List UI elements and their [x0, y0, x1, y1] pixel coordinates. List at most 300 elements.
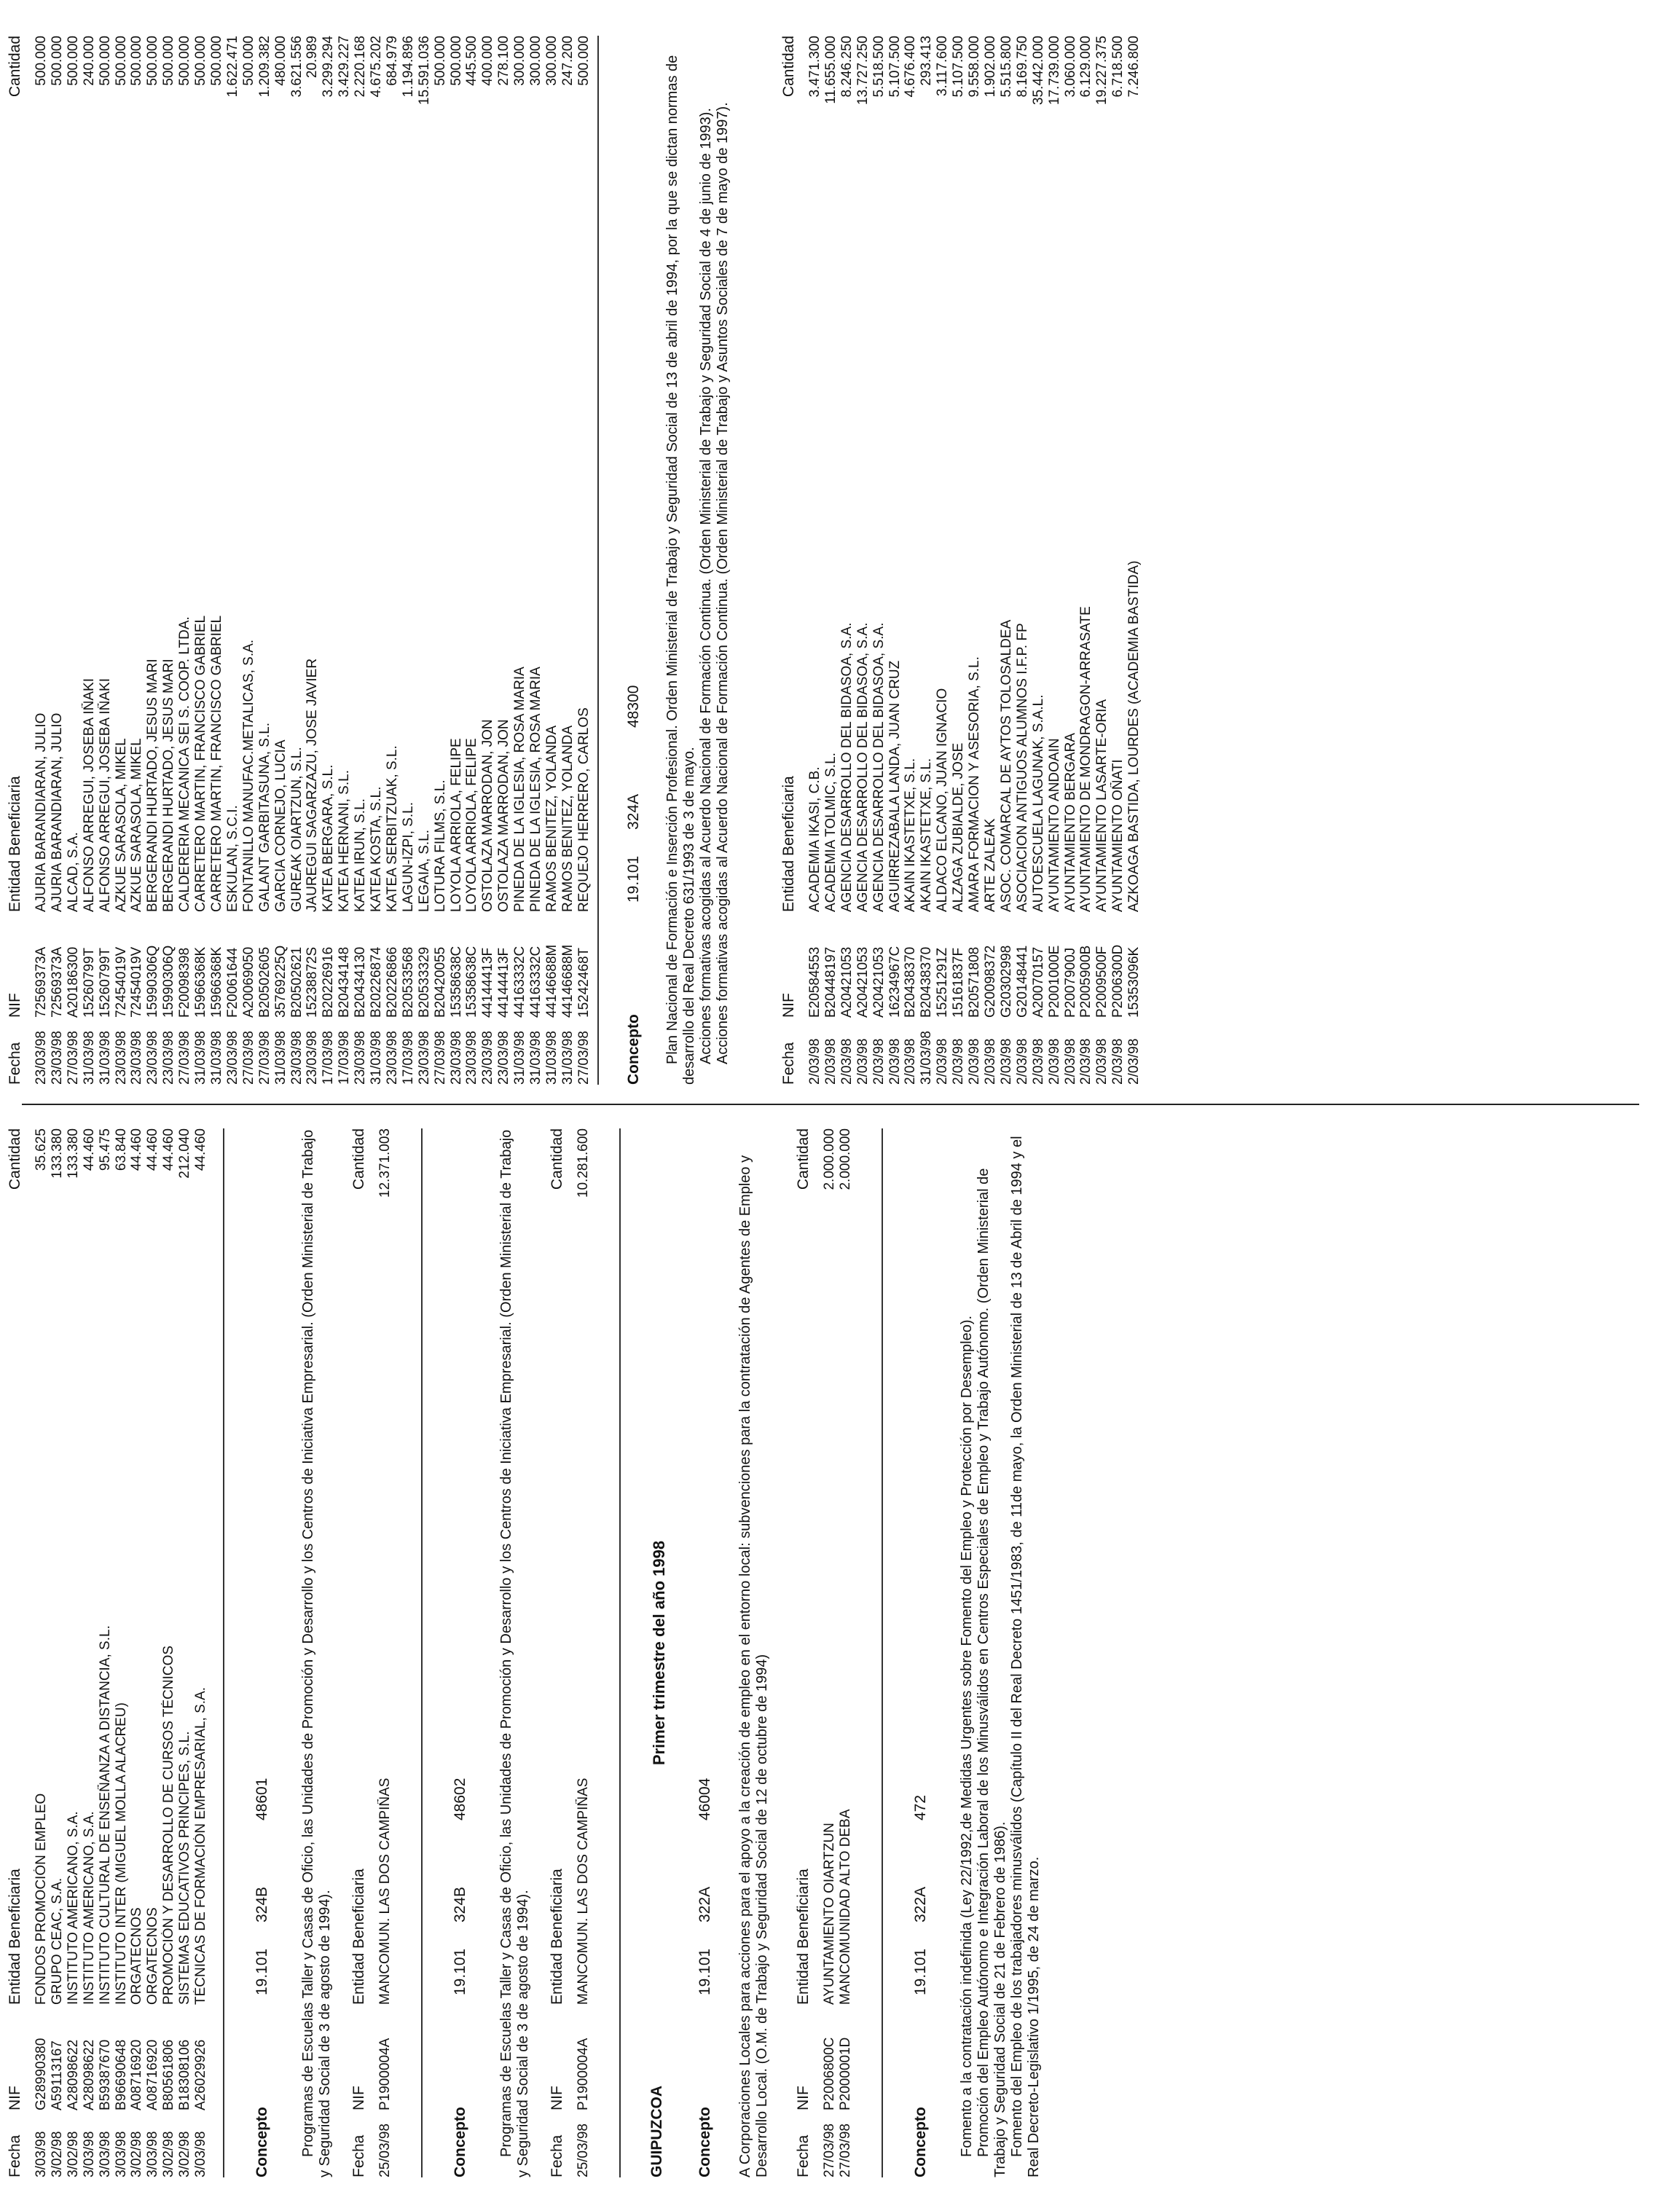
concept-label: Concepto: [912, 2107, 929, 2177]
date-cell: 23/03/98: [384, 1031, 400, 1085]
amount-cell: 2.000.000: [822, 1128, 837, 1190]
amount-cell: 500.000: [34, 36, 49, 86]
table-row: [193, 36, 209, 1085]
table-row: [241, 36, 257, 1085]
date-cell: 27/03/98: [240, 1031, 256, 1085]
date-cell: 27/03/98: [177, 1031, 193, 1085]
date-cell: 17/03/98: [400, 1031, 416, 1085]
table-row: [145, 36, 161, 1085]
nif-cell: 15251291Z: [935, 947, 951, 1018]
amount-cell: 247.200: [560, 36, 576, 86]
entity-cell: ORGATECNOS: [145, 1907, 161, 2005]
amount-cell: 500.000: [240, 36, 256, 86]
header-date: Fecha: [350, 2134, 367, 2177]
nif-cell: B59387670: [97, 2039, 113, 2110]
nif-cell: A20069050: [240, 946, 256, 1018]
concept-label: Concepto: [452, 2107, 468, 2177]
entity-cell: PINEDA DE LA IGLESIA, ROSA MARIA: [512, 667, 528, 912]
concept-code: 48601: [254, 1777, 270, 1820]
amount-cell: 44.460: [145, 1128, 161, 1171]
date-cell: 23/03/98: [305, 1031, 321, 1085]
nif-cell: P2006300D: [1110, 944, 1126, 1018]
table-row: [114, 36, 130, 1085]
amount-cell: 4.676.400: [903, 36, 919, 98]
amount-cell: 35.625: [34, 1128, 49, 1171]
amount-cell: 500.000: [448, 36, 464, 86]
table-row: [1094, 36, 1110, 1085]
date-cell: 3/03/98: [97, 2131, 113, 2177]
entity-cell: ALCAD, S.A.: [65, 832, 81, 912]
nif-cell: B96690648: [113, 2039, 129, 2110]
nif-cell: B20226866: [384, 946, 400, 1018]
table-row: [1063, 36, 1079, 1085]
amount-cell: 500.000: [193, 36, 209, 86]
concept-code: 46004: [696, 1777, 713, 1820]
table-row: [305, 36, 321, 1085]
entity-cell: ACADEMIA IKASI, C.B.: [807, 766, 823, 912]
nif-cell: P2000001D: [837, 2037, 853, 2110]
date-cell: 27/03/98: [576, 1031, 592, 1085]
table-row: [838, 1128, 854, 2177]
table-row: [177, 36, 193, 1085]
nif-cell: 72454019V: [113, 946, 129, 1018]
concept-description: Fomento a la contratación indefinida (Ley 22/1992,de Medidas Urgentes sobre Fomento del Empleo y Protección por Desempleo). Promoción del Empleo Autónomo e Integración Laboral de los Minusválidos en Centros Especiales de Empleo y Trabajo Autónomo. (Orden Ministerial de Trabajo y Seguridad Social de 21 de Febrero de 1986). Fomento del Empleo de los trabajadores minusválidos (Capítulo II del Real Decreto 1451/1983, de 11de mayo, la Orden Ministerial de 13 de Abril de 1994 y el Real Decreto-Legislativo 1/1995, de 24 de marzo.: [959, 1136, 1042, 2177]
entity-cell: REQUEJO HERRERO, CARLOS: [576, 707, 592, 912]
date-cell: 27/03/98: [65, 1031, 81, 1085]
table-row: [161, 1128, 177, 2177]
nif-cell: A20070157: [1030, 946, 1046, 1018]
concept-description: Programas de Escuelas Taller y Casas de Oficio, las Unidades de Promoción y Desarrollo y los Centros de Iniciativa Empresarial. (Orden Ministerial de Trabajo y Seguridad Social de 3 de agosto de 1994).: [300, 1129, 333, 2177]
table-row: [369, 36, 385, 1085]
amount-cell: 10.281.600: [576, 1128, 591, 1198]
amount-cell: 1.194.896: [400, 36, 416, 98]
concept-code: 48602: [452, 1777, 468, 1820]
entity-cell: LOYOLA ARRIOLA, FELIPE: [448, 738, 464, 912]
entity-cell: BERGERANDI HURTADO, JESUS MARI: [145, 659, 161, 912]
nif-cell: 15990306Q: [145, 945, 161, 1018]
entity-cell: AUTOESCUELA LAGUNAK, S.A.L.: [1030, 694, 1046, 912]
amount-cell: 2.220.168: [353, 36, 369, 98]
header-entity: Entidad Beneficiaria: [549, 1869, 565, 2005]
amount-cell: 12.371.003: [377, 1128, 393, 1198]
date-cell: 31/03/98: [81, 1031, 97, 1085]
nif-cell: B20533568: [400, 946, 416, 1018]
amount-cell: 5.515.800: [998, 36, 1014, 98]
amount-cell: 500.000: [161, 36, 177, 86]
table-row: [1015, 36, 1031, 1085]
table-row: [967, 36, 983, 1085]
date-cell: 2/03/98: [887, 1038, 903, 1085]
concept-description: Plan Nacional de Formación e Inserción Profesional. Orden Ministerial de Trabajo y Seguridad Social de 13 de abril de 1994, por la que se dictan normas de desarrollo del Real Decreto 631/1993 de 3 de mayo. Acciones formativas acogidas al Acuerdo Nacional de Formación Continua. (Orden Ministerial de Trabajo y Seguridad Social de 4 de junio de 1993). Acciones formativas acogidas al Acuerdo Nacional de Formación Continua. (Orden Ministerial de Trabajo y Asuntos Sociales de 7 de mayo de 1997).: [664, 55, 731, 1085]
entity-cell: ARTE ZALEAK: [982, 818, 998, 912]
header-entity: Entidad Beneficiaria: [780, 776, 797, 912]
entity-cell: ORGATECNOS: [129, 1907, 145, 2005]
nif-cell: B20438370: [919, 946, 935, 1018]
date-cell: 31/03/98: [512, 1031, 528, 1085]
amount-cell: 3.429.227: [337, 36, 353, 98]
header-nif: NIF: [7, 2086, 23, 2110]
amount-cell: 5.107.500: [887, 36, 903, 98]
nif-cell: 44163332C: [512, 946, 528, 1018]
entity-cell: INSTITUTO CULTURAL DE ENSEÑANZA A DISTANCIA, S.L.: [97, 1625, 113, 2005]
table-row: [321, 36, 337, 1085]
beneficiary-table: [6, 1128, 209, 2177]
nif-cell: G28990380: [34, 2038, 49, 2110]
section-rule: [421, 1128, 423, 2177]
entity-cell: CALDERERIA MECANICA SEI S. COOP. LTDA.: [177, 616, 193, 912]
concept-section: 19.101: [696, 1948, 713, 1995]
table-row: [1078, 36, 1094, 1085]
entity-cell: BERGERANDI HURTADO, JESUS MARI: [161, 659, 177, 912]
section-rule: [223, 1128, 224, 2177]
beneficiary-table: [548, 1128, 592, 2177]
date-cell: 3/02/98: [161, 2131, 177, 2177]
table-row: [114, 1128, 130, 2177]
table-row: [433, 36, 449, 1085]
table-row: [82, 36, 98, 1085]
amount-cell: 63.840: [113, 1128, 129, 1171]
amount-cell: 684.979: [384, 36, 400, 86]
amount-cell: 44.460: [161, 1128, 177, 1171]
date-cell: 3/02/98: [129, 2131, 145, 2177]
amount-cell: 3.471.300: [807, 36, 823, 98]
table-row: [823, 36, 839, 1085]
table-row: [145, 1128, 161, 2177]
nif-cell: A20186300: [65, 946, 81, 1018]
amount-cell: 8.246.250: [839, 36, 855, 98]
entity-cell: FONDOS PROMOCIÓN EMPLEO: [34, 1793, 49, 2005]
entity-cell: AYUNTAMIENTO LASARTE-ORIA: [1094, 699, 1110, 912]
nif-cell: G20098372: [982, 945, 998, 1018]
concept-section: 19.101: [254, 1948, 270, 1995]
date-cell: 2/03/98: [839, 1038, 855, 1085]
concept-code: 472: [912, 1794, 929, 1820]
date-cell: 2/03/98: [951, 1038, 967, 1085]
concept-program: 324B: [452, 1886, 468, 1922]
table-row: [82, 1128, 98, 2177]
date-cell: 2/03/98: [807, 1038, 823, 1085]
nif-cell: 72569373A: [34, 946, 49, 1018]
beneficiary-table: [350, 1128, 393, 2177]
date-cell: 23/03/98: [145, 1031, 161, 1085]
nif-cell: 16234967C: [887, 946, 903, 1018]
amount-cell: 13.727.250: [855, 36, 871, 106]
amount-cell: 300.000: [528, 36, 544, 86]
table-row: [353, 36, 369, 1085]
concept-line: [254, 1128, 275, 2177]
amount-cell: 8.169.750: [1014, 36, 1030, 98]
table-row: [839, 36, 855, 1085]
table-row: [935, 36, 951, 1085]
amount-cell: 19.227.375: [1094, 36, 1110, 106]
table-row: [983, 36, 999, 1085]
header-amount: Cantidad: [7, 36, 23, 98]
nif-cell: B20434130: [353, 946, 369, 1018]
date-cell: 23/03/98: [224, 1031, 240, 1085]
date-cell: 23/03/98: [353, 1031, 369, 1085]
date-cell: 23/03/98: [113, 1031, 129, 1085]
concept-program: 322A: [912, 1886, 929, 1922]
concept-label: Concepto: [696, 2107, 713, 2177]
table-row: [417, 36, 433, 1085]
concept-program: 324A: [625, 793, 642, 830]
date-cell: 2/03/98: [903, 1038, 919, 1085]
amount-cell: 3.621.556: [288, 36, 305, 98]
header-date: Fecha: [795, 2134, 812, 2177]
entity-cell: AJURIA BARANDIARAN, JULIO: [34, 712, 49, 912]
date-cell: 2/03/98: [823, 1038, 839, 1085]
date-cell: 23/03/98: [480, 1031, 496, 1085]
concept-program: 324B: [254, 1886, 270, 1922]
date-cell: 17/03/98: [321, 1031, 337, 1085]
amount-cell: 500.000: [65, 36, 81, 86]
entity-cell: OSTOLAZA MARRODAN, JON: [480, 719, 496, 912]
concept-section: 19.101: [912, 1948, 929, 1995]
amount-cell: 212.040: [177, 1128, 193, 1179]
date-cell: 23/03/98: [49, 1031, 65, 1085]
entity-cell: ALFONSO ARREGUI, JOSEBA IÑAKI: [81, 678, 97, 912]
entity-cell: AYUNTAMIENTO OIARTZUN: [822, 1823, 837, 2005]
table-row: [193, 1128, 209, 2177]
entity-cell: KATEA IRUN, S.L.: [353, 798, 369, 912]
date-cell: 3/03/98: [34, 2131, 49, 2177]
concept-section: 19.101: [625, 855, 642, 903]
concept-line: [696, 1128, 718, 2177]
nif-cell: G20148441: [1014, 945, 1030, 1018]
date-cell: 31/03/98: [272, 1031, 288, 1085]
entity-cell: KATEA KOSTA, S.L.: [369, 786, 385, 912]
amount-cell: 293.413: [919, 36, 935, 86]
table-row: [337, 36, 353, 1085]
amount-cell: 9.558.000: [967, 36, 983, 98]
header-amount: Cantidad: [795, 1128, 812, 1190]
date-cell: 23/03/98: [416, 1031, 432, 1085]
date-cell: 2/03/98: [1062, 1038, 1078, 1085]
table-row: [50, 1128, 66, 2177]
date-cell: 2/03/98: [1094, 1038, 1110, 1085]
nif-cell: 44146688M: [544, 944, 560, 1018]
entity-cell: AKAIN IKASTETXE, S.L.: [903, 758, 919, 912]
table-row: [98, 36, 114, 1085]
amount-cell: 5.107.500: [951, 36, 967, 98]
nif-cell: A28098622: [81, 2039, 97, 2110]
entity-cell: KATEA BERGARA, S.L.: [321, 764, 337, 912]
quarter-heading: Primer trimestre del año 1998: [650, 1540, 668, 1766]
header-amount: Cantidad: [350, 1128, 367, 1190]
date-cell: 23/03/98: [448, 1031, 464, 1085]
nif-cell: 15260799T: [81, 947, 97, 1018]
entity-cell: LOTURA FILMS, S.L.: [432, 779, 448, 912]
amount-cell: 500.000: [208, 36, 224, 86]
entity-cell: GRUPO CEAC, S.A.: [49, 1877, 65, 2005]
header-date: Fecha: [549, 2134, 565, 2177]
date-cell: 23/03/98: [288, 1031, 305, 1085]
nif-cell: A28098622: [65, 2039, 81, 2110]
table-row: [1110, 36, 1126, 1085]
column-divider: [22, 1104, 1639, 1105]
entity-cell: RAMOS BENITEZ, YOLANDA: [560, 725, 576, 912]
header-date: Fecha: [780, 1042, 797, 1085]
entity-cell: AGENCIA DESARROLLO DEL BIDASOA, S.A.: [855, 622, 871, 912]
header-nif: NIF: [549, 2086, 565, 2110]
nif-cell: 44144413F: [480, 947, 496, 1018]
table-row: [855, 36, 871, 1085]
amount-cell: 1.902.000: [982, 36, 998, 98]
header-entity: Entidad Beneficiaria: [7, 1869, 23, 2005]
table-row: [544, 36, 560, 1085]
header-nif: NIF: [795, 2086, 812, 2110]
nif-cell: 35769225Q: [272, 945, 288, 1018]
date-cell: 23/03/98: [464, 1031, 480, 1085]
entity-cell: KATEA HERNANI, S.L.: [337, 770, 353, 912]
table-row: [34, 1128, 50, 2177]
amount-cell: 445.500: [464, 36, 480, 86]
table-row: [98, 1128, 114, 2177]
entity-cell: AYUNTAMIENTO ANDOAIN: [1046, 738, 1062, 912]
nif-cell: P1900004A: [576, 2038, 591, 2110]
table-row: [887, 36, 903, 1085]
amount-cell: 5.518.500: [871, 36, 887, 98]
entity-cell: ACADEMIA TOLMIC, S.L.: [823, 753, 839, 912]
nif-cell: B20571808: [967, 946, 983, 1018]
nif-cell: 72569373A: [49, 946, 65, 1018]
nif-cell: B20420055: [432, 946, 448, 1018]
nif-cell: B20226916: [321, 946, 337, 1018]
entity-cell: GARCIA CORNEJO, LUCIA: [272, 739, 288, 912]
amount-cell: 15.591.036: [416, 36, 432, 106]
table-row: [377, 1128, 393, 2177]
amount-cell: 500.000: [145, 36, 161, 86]
nif-cell: F20098398: [177, 947, 193, 1018]
nif-cell: A20421053: [871, 946, 887, 1018]
table-row: [129, 1128, 145, 2177]
date-cell: 31/03/98: [97, 1031, 113, 1085]
header-nif: NIF: [7, 993, 23, 1018]
entity-cell: FONTANILLO MANUFAC.METALICAS, S.A.: [240, 639, 256, 912]
nif-cell: A20421053: [839, 946, 855, 1018]
amount-cell: 500.000: [432, 36, 448, 86]
nif-cell: 44163332C: [528, 946, 544, 1018]
entity-cell: AGENCIA DESARROLLO DEL BIDASOA, S.A.: [839, 622, 855, 912]
header-amount: Cantidad: [780, 36, 797, 98]
entity-cell: AJURIA BARANDIARAN, JULIO: [49, 712, 65, 912]
nif-cell: 15358638C: [464, 946, 480, 1018]
date-cell: 27/03/98: [837, 2124, 853, 2177]
table-row: [257, 36, 273, 1085]
nif-cell: 15260799T: [97, 947, 113, 1018]
beneficiary-table: [6, 36, 592, 1085]
concept-label: Concepto: [625, 1014, 642, 1085]
amount-cell: 1.209.382: [256, 36, 272, 98]
table-row: [161, 36, 177, 1085]
amount-cell: 400.000: [480, 36, 496, 86]
table-row: [903, 36, 919, 1085]
entity-cell: AYUNTAMIENTO BERGARA: [1062, 733, 1078, 912]
date-cell: 3/03/98: [81, 2131, 97, 2177]
date-cell: 2/03/98: [1126, 1038, 1142, 1085]
amount-cell: 35.442.000: [1030, 36, 1046, 106]
nif-cell: A59113167: [49, 2040, 65, 2110]
amount-cell: 6.718.500: [1110, 36, 1126, 98]
table-row: [289, 36, 305, 1085]
table-row: [464, 36, 480, 1085]
header-amount: Cantidad: [549, 1128, 565, 1190]
entity-cell: GUREAK OIARTZUN, S.L.: [288, 747, 305, 912]
concept-section: 19.101: [452, 1948, 468, 1995]
date-cell: 2/03/98: [998, 1038, 1014, 1085]
nif-cell: P2009500F: [1094, 946, 1110, 1018]
nif-cell: A08716920: [145, 2039, 161, 2110]
table-row: [1126, 36, 1142, 1085]
table-row: [209, 36, 225, 1085]
nif-cell: E20584553: [807, 946, 823, 1018]
entity-cell: ASOCIACION ANTIGUOS ALUMNOS I.F.P. FP: [1014, 623, 1030, 912]
entity-cell: AMARA FORMACION Y ASESORIA, S.L.: [967, 656, 983, 912]
amount-cell: 1.622.471: [224, 36, 240, 98]
amount-cell: 133.380: [65, 1128, 81, 1179]
date-cell: 25/03/98: [377, 2124, 393, 2177]
nif-cell: 15966368K: [193, 946, 209, 1018]
entity-cell: AGENCIA DESARROLLO DEL BIDASOA, S.A.: [871, 622, 887, 912]
table-row: [822, 1128, 838, 2177]
nif-cell: A20421053: [855, 946, 871, 1018]
nif-cell: 44146688M: [560, 944, 576, 1018]
nif-cell: B20434148: [337, 946, 353, 1018]
table-row: [576, 1128, 592, 2177]
entity-cell: PROMOCIÓN Y DESARROLLO DE CURSOS TÉCNICOS: [161, 1645, 177, 2005]
entity-cell: ALZAGA ZUBIALDE, JOSE: [951, 742, 967, 912]
entity-cell: RAMOS BENITEZ, YOLANDA: [544, 725, 560, 912]
table-row: [225, 36, 241, 1085]
nif-cell: 15966368K: [208, 946, 224, 1018]
entity-cell: INSTITUTO AMERICANO, S.A.: [81, 1811, 97, 2005]
entity-cell: TÉCNICAS DE FORMACIÓN EMPRESARIAL, S.A.: [193, 1686, 209, 2005]
entity-cell: LEGAIA, S.L.: [416, 830, 432, 912]
left-column: [0, 1117, 1680, 2177]
concept-code: 48300: [625, 685, 642, 728]
header-amount: Cantidad: [7, 1128, 23, 1190]
table-row: [871, 36, 887, 1085]
nif-cell: A08716920: [129, 2039, 145, 2110]
concept-program: 322A: [696, 1886, 713, 1922]
entity-cell: KATEA SERBITZUAK, S.L.: [384, 745, 400, 912]
nif-cell: B20438370: [903, 946, 919, 1018]
section-rule: [619, 1128, 621, 2177]
amount-cell: 3.117.600: [935, 36, 951, 97]
nif-cell: B20448197: [823, 946, 839, 1018]
nif-cell: B20533329: [416, 946, 432, 1018]
entity-cell: GALANT GARBITASUNA, S.L.: [256, 722, 272, 912]
date-cell: 3/02/98: [49, 2131, 65, 2177]
table-row: [807, 36, 823, 1085]
date-cell: 3/02/98: [65, 2131, 81, 2177]
concept-line: [452, 1128, 474, 2177]
date-cell: 31/03/98: [919, 1031, 935, 1085]
entity-cell: OSTOLAZA MARRODAN, JON: [496, 719, 512, 912]
amount-cell: 3.060.000: [1062, 36, 1078, 98]
entity-cell: MANCOMUN. LAS DOS CAMPIÑAS: [377, 1777, 393, 2005]
amount-cell: 133.380: [49, 1128, 65, 1179]
nif-cell: B20502605: [256, 946, 272, 1018]
table-row: [999, 36, 1015, 1085]
entity-cell: ALFONSO ARREGUI, JOSEBA IÑAKI: [97, 678, 113, 912]
entity-cell: AKAIN IKASTETXE, S.L.: [919, 758, 935, 912]
nif-cell: P2007900J: [1062, 947, 1078, 1018]
header-entity: Entidad Beneficiaria: [795, 1869, 812, 2005]
nif-cell: P1900004A: [377, 2038, 393, 2110]
entity-cell: CARRETERO MARTIN, FRANCISCO GABRIEL: [193, 615, 209, 912]
table-row: [951, 36, 967, 1085]
